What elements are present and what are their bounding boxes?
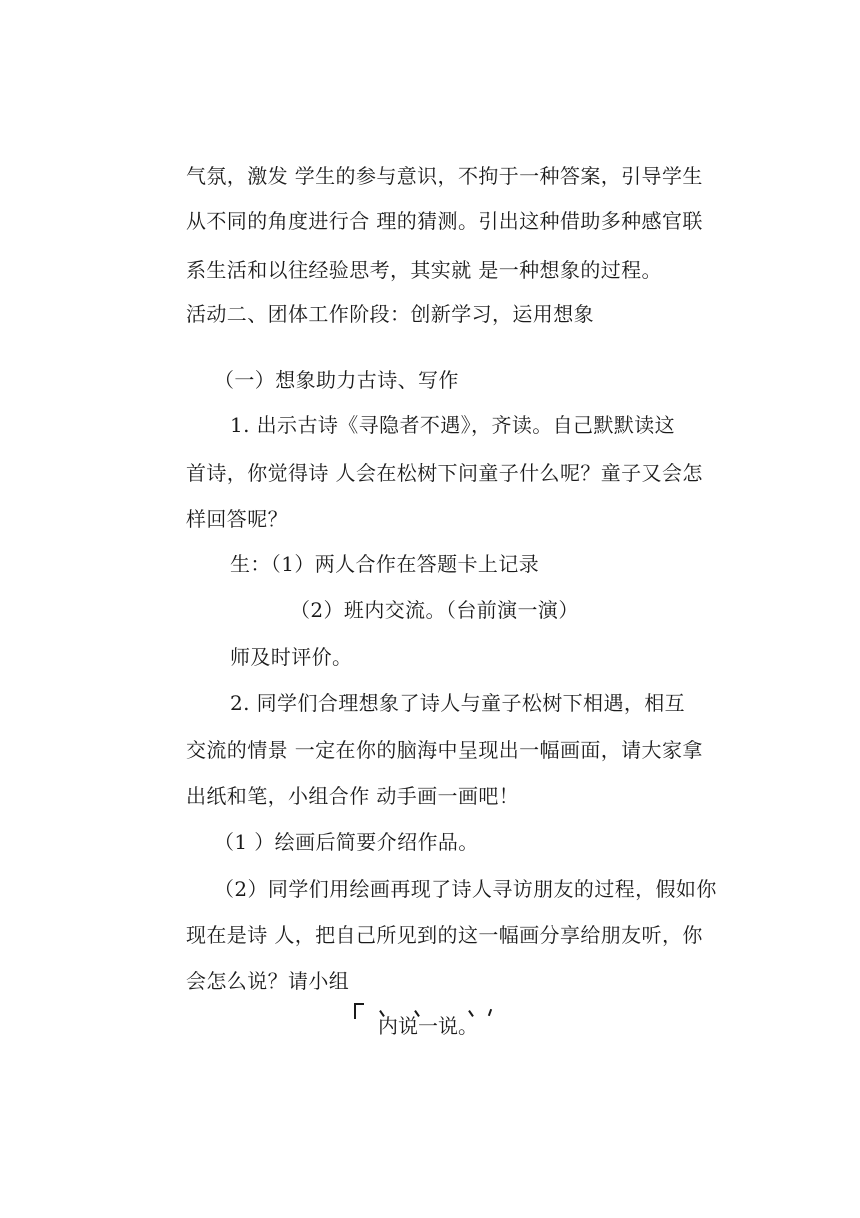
paragraph-line: 首诗，你觉得诗 人会在松树下问童子什么呢？童子又会怎 — [186, 461, 703, 485]
paragraph-line: （2）班内交流。（台前演一演） — [290, 598, 579, 622]
subsection-heading: （一）想象助力古诗、写作 — [214, 368, 459, 392]
paragraph-line: （1 ）绘画后简要介绍作品。 — [214, 830, 479, 854]
paragraph-line: （2）同学们用绘画再现了诗人寻访朋友的过程，假如你 — [214, 877, 717, 901]
paragraph-line: 会怎么说？请小组 — [186, 969, 350, 993]
scrawl-text: 内说一说。 — [378, 1014, 478, 1038]
paragraph-line: 现在是诗 人，把自己所见到的这一幅画分享给朋友听，你 — [186, 923, 703, 947]
paragraph-line: 从不同的角度进行合 理的猜测。引出这种借助多种感官联 — [186, 209, 703, 233]
paragraph-line: 气氛，激发 学生的参与意识，不拘于一种答案，引导学生 — [186, 164, 703, 188]
paragraph-line: 2. 同学们合理想象了诗人与童子松树下相遇，相互 — [230, 691, 686, 715]
section-heading: 活动二、团体工作阶段：创新学习，运用想象 — [186, 302, 594, 326]
paragraph-line: 系生活和以往经验思考，其实就 是一种想象的过程。 — [186, 258, 662, 282]
paragraph-line: 1. 出示古诗《寻隐者不遇》，齐读。自己默默读这 — [230, 413, 676, 437]
paragraph-line: 样回答呢？ — [186, 507, 288, 531]
tick-mark — [488, 1009, 492, 1016]
paragraph-line: 师及时评价。 — [230, 645, 353, 669]
bracket-mark — [354, 1003, 364, 1019]
paragraph-line: 生：（1）两人合作在答题卡上记录 — [230, 552, 540, 576]
paragraph-line: 交流的情景 一定在你的脑海中呈现出一幅画面，请大家拿 — [186, 738, 703, 762]
paragraph-line: 出纸和笔，小组合作 动手画一画吧！ — [186, 784, 520, 808]
